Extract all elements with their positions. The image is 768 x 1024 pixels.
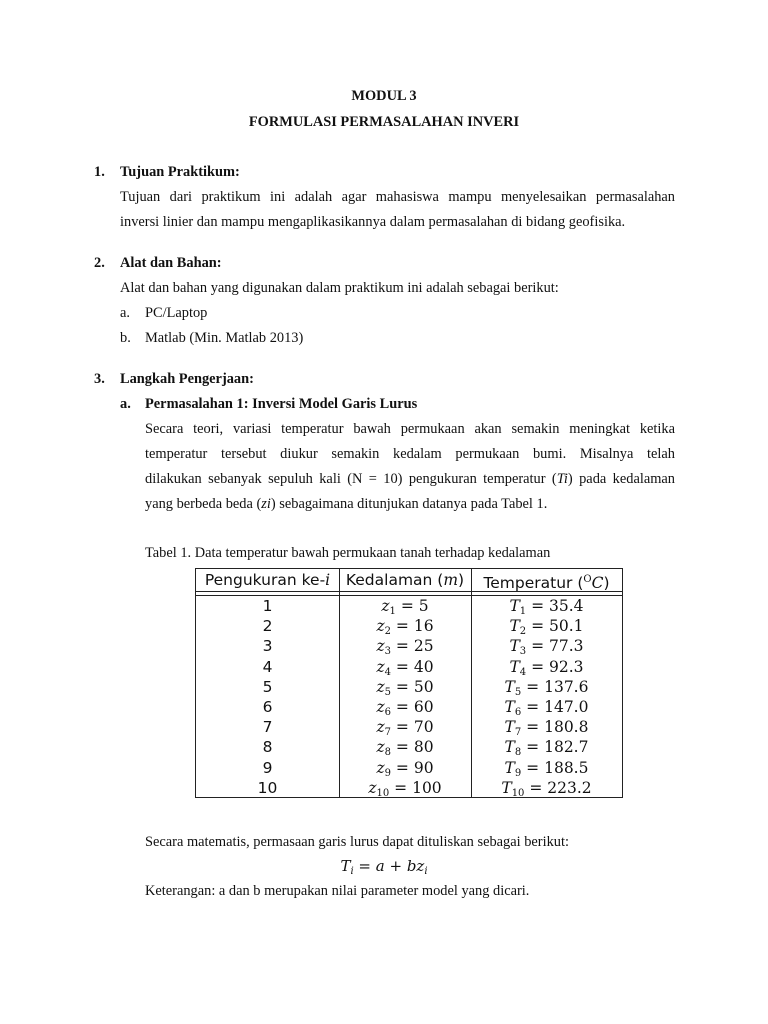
- section-2-intro: Alat dan bahan yang digunakan dalam praktikum ini adalah sebagai berikut:: [120, 280, 559, 296]
- table-row: [196, 717, 622, 737]
- cell-index: 3: [262, 637, 273, 656]
- section-1-paragraph-line-1: Tujuan dari praktikum ini adalah agar mahasiswa mampu menyelesaikan permasalahan: [120, 189, 675, 205]
- cell-temperature: $T_6 = 147.0$: [504, 697, 589, 718]
- section-3-paragraph-line-4: yang berbeda beda (zi) sebagaimana ditunjukan datanya pada Tabel 1.: [145, 496, 548, 512]
- list-item-marker: b.: [120, 330, 131, 346]
- list-item-text: Matlab (Min. Matlab 2013): [145, 330, 304, 346]
- math-intro: Secara matematis, permasaan garis lurus dapat dituliskan sebagai berikut:: [145, 834, 569, 850]
- cell-temperature: $T_7 = 180.8$: [504, 718, 589, 739]
- table-row: [196, 616, 622, 636]
- section-3-heading: Langkah Pengerjaan:: [120, 371, 254, 387]
- cell-index: 2: [262, 617, 273, 636]
- cell-depth: $z_9 = 90$: [376, 758, 434, 779]
- cell-depth: $z_6 = 60$: [376, 697, 434, 718]
- section-3-number: 3.: [94, 371, 105, 387]
- cell-depth: $z_1 = 5$: [381, 597, 429, 617]
- list-item-text: PC/Laptop: [145, 305, 208, 321]
- table-row: [196, 657, 622, 677]
- equation-note: Keterangan: a dan b merupakan nilai parameter model yang dicari.: [145, 883, 530, 899]
- section-1-paragraph-line-2: inversi linier dan mampu mengaplikasikannya dalam permasalahan di bidang geofisika.: [120, 214, 626, 230]
- data-table: [195, 568, 623, 798]
- cell-temperature: $T_5 = 137.6$: [504, 677, 589, 698]
- variable-ti: Ti: [556, 471, 568, 487]
- equation: $T_i = a + bz_i$: [340, 857, 428, 877]
- cell-index: 8: [262, 738, 273, 757]
- section-1-heading: Tujuan Praktikum:: [120, 164, 240, 180]
- table-row: [196, 636, 622, 656]
- table-row: [196, 677, 622, 697]
- cell-index: 4: [262, 657, 273, 676]
- section-3-paragraph-line-3: dilakukan sebanyak sepuluh kali (N = 10) pengukuran temperatur (Ti) pada kedalaman: [145, 471, 675, 487]
- table-row: [196, 758, 622, 778]
- table-row: [196, 778, 622, 798]
- cell-depth: $z_4 = 40$: [376, 657, 434, 678]
- table-row: [196, 697, 622, 717]
- section-2-heading: Alat dan Bahan:: [120, 255, 222, 271]
- document-title: MODUL 3: [351, 88, 417, 104]
- cell-temperature: $T_4 = 92.3$: [509, 657, 584, 678]
- cell-index: 10: [257, 778, 278, 797]
- cell-depth: $z_{10} = 100$: [368, 778, 442, 799]
- table-caption: Tabel 1. Data temperatur bawah permukaan tanah terhadap kedalaman: [145, 545, 551, 561]
- cell-index: 5: [262, 677, 273, 696]
- section-3-paragraph-line-1: Secara teori, variasi temperatur bawah permukaan akan semakin meningkat ketika: [145, 421, 675, 437]
- cell-index: 1: [262, 597, 273, 615]
- cell-depth: $z_2 = 16$: [376, 617, 434, 638]
- cell-depth: $z_8 = 80$: [376, 738, 434, 759]
- cell-depth: $z_3 = 25$: [376, 637, 434, 658]
- section-2-number: 2.: [94, 255, 105, 271]
- section-1-number: 1.: [94, 164, 105, 180]
- table-header-depth: Kedalaman (m): [345, 571, 465, 589]
- subsection-heading: Permasalahan 1: Inversi Model Garis Lurus: [145, 396, 418, 412]
- cell-index: 6: [262, 697, 273, 716]
- cell-index: 7: [262, 718, 273, 737]
- variable-zi: zi: [261, 496, 271, 512]
- table-row: [196, 596, 622, 616]
- list-item-marker: a.: [120, 305, 130, 321]
- cell-depth: $z_7 = 70$: [376, 718, 434, 739]
- section-3-paragraph-line-2: temperatur tersebut diukur semakin kedalam permukaan bumi. Misalnya telah: [145, 446, 675, 462]
- table-body: [196, 596, 622, 798]
- subsection-marker: a.: [120, 396, 131, 412]
- cell-temperature: $T_9 = 188.5$: [504, 758, 589, 779]
- cell-temperature: $T_1 = 35.4$: [509, 597, 584, 617]
- cell-index: 9: [262, 758, 273, 777]
- cell-temperature: $T_2 = 50.1$: [509, 617, 584, 638]
- table-row: [196, 737, 622, 757]
- cell-depth: $z_5 = 50$: [376, 677, 434, 698]
- cell-temperature: $T_{10} = 223.2$: [501, 778, 592, 799]
- table-header-temperature: Temperatur ($^O$C): [483, 574, 610, 593]
- document-subtitle: FORMULASI PERMASALAHAN INVERI: [248, 114, 520, 130]
- cell-temperature: $T_8 = 182.7$: [504, 738, 589, 759]
- cell-temperature: $T_3 = 77.3$: [509, 637, 584, 658]
- table-header-measurement: Pengukuran ke-i: [204, 571, 331, 589]
